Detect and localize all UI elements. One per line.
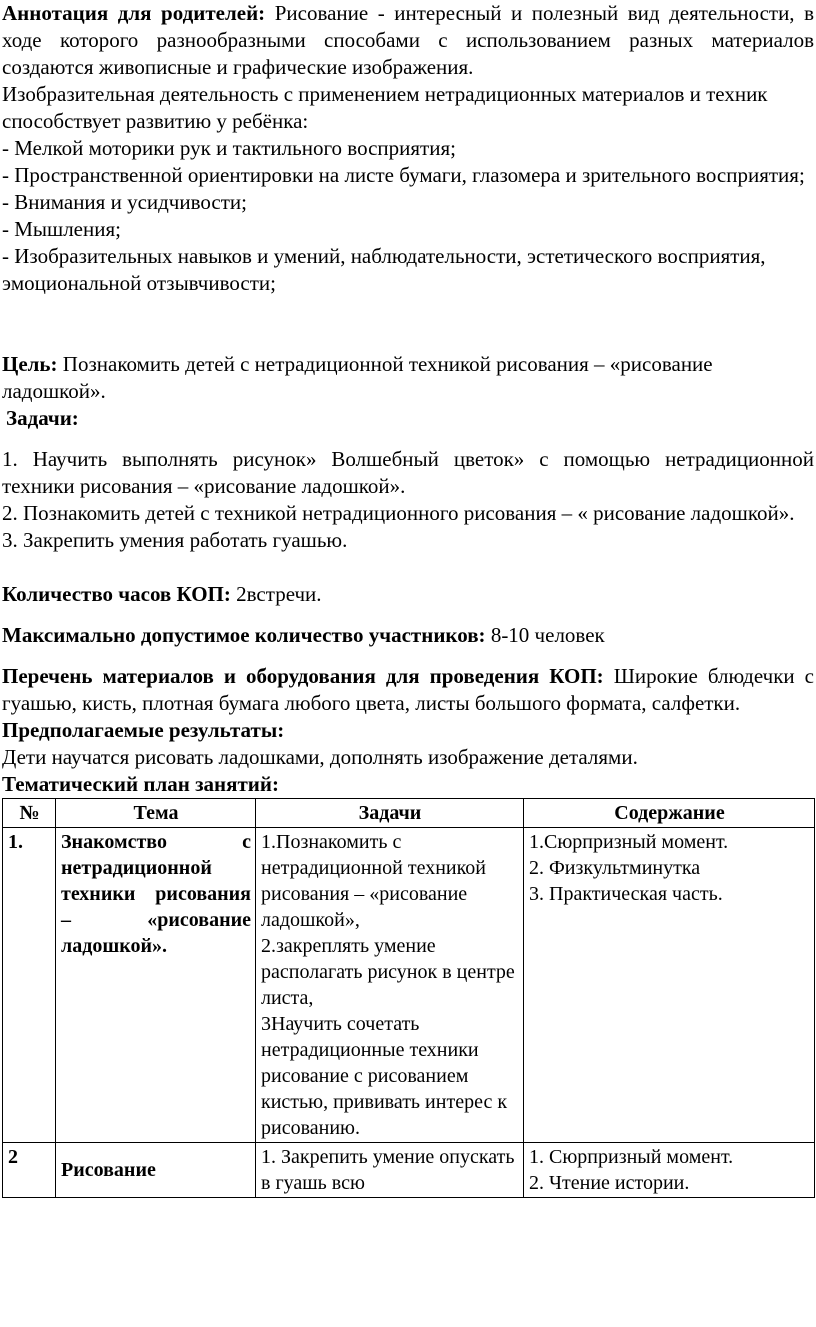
row-content-item: 3. Практическая часть. xyxy=(529,883,723,905)
header-tasks: Задачи xyxy=(256,799,524,828)
task-item: 2. Познакомить детей с техникой нетрадиционного рисования – « рисование ладошкой». xyxy=(2,501,795,525)
row-tasks xyxy=(256,1143,524,1198)
row-number: 1. xyxy=(3,828,56,1143)
max-participants-value: 8-10 человек xyxy=(490,623,605,647)
row-task-item: 2.закреплять умение располагать рисунок в центре листа, xyxy=(261,935,515,1009)
document-page xyxy=(2,0,814,1198)
goal-text: Познакомить детей с нетрадиционной техникой рисования – «рисование ладошкой». xyxy=(2,352,713,403)
tasks-label: Задачи: xyxy=(6,406,79,430)
row-content-item: 1.Сюрпризный момент. xyxy=(529,831,729,853)
row-task-item: 1. Закрепить умение опускать в гуашь всю xyxy=(261,1146,515,1194)
annotation-text: Рисование - интересный и полезный вид деятельности, в ходе которого разнообразными способами с использованием разных материалов создаются живописные и графические изображения. xyxy=(2,1,814,79)
max-participants-label: Максимально допустимое количество участников: xyxy=(2,623,486,647)
plan-heading xyxy=(2,771,814,798)
row-tasks xyxy=(256,828,524,1143)
hours-label: Количество часов КОП: xyxy=(2,582,231,606)
row-content-item: 2. Чтение истории. xyxy=(529,1172,690,1194)
table-row xyxy=(3,1143,815,1198)
row-content xyxy=(524,828,815,1143)
annotation-paragraph xyxy=(2,0,814,81)
row-theme: Знакомство с нетрадиционной техники рисования – «рисование ладошкой». xyxy=(56,828,256,1143)
header-content: Содержание xyxy=(524,799,815,828)
row-content-item: 1. Сюрпризный момент. xyxy=(529,1146,734,1168)
annotation-item: - Внимания и усидчивости; xyxy=(2,190,247,214)
goal-paragraph xyxy=(2,351,814,405)
annotation-intro: Изобразительная деятельность с применением нетрадиционных материалов и техник способствует развитию у ребёнка: xyxy=(2,82,768,133)
task-item: 1. Научить выполнять рисунок» Волшебный цветок» с помощью нетрадиционной техники рисования – «рисование ладошкой». xyxy=(2,447,814,498)
hours-paragraph xyxy=(2,581,814,608)
row-content-item: 2. Физкультминутка xyxy=(529,857,701,879)
materials-paragraph xyxy=(2,663,814,717)
header-number: № xyxy=(3,799,56,828)
results-heading xyxy=(2,717,814,744)
annotation-item: - Пространственной ориентировки на листе бумаги, глазомера и зрительного восприятия; xyxy=(2,163,805,187)
annotation-item: - Мелкой моторики рук и тактильного восприятия; xyxy=(2,136,456,160)
goal-label: Цель: xyxy=(2,352,58,376)
table-row xyxy=(3,828,815,1143)
tasks-heading xyxy=(2,405,814,432)
row-number: 2 xyxy=(3,1143,56,1198)
hours-value: 2встречи. xyxy=(236,582,322,606)
annotation-label: Аннотация для родителей: xyxy=(2,1,266,25)
row-task-item: 3Научить сочетать нетрадиционные техники рисование с рисованием кистью, прививать интерес к рисованию. xyxy=(261,1013,508,1139)
materials-label: Перечень материалов и оборудования для проведения КОП: xyxy=(2,664,604,688)
plan-table xyxy=(2,798,815,1198)
max-participants-paragraph xyxy=(2,622,814,649)
annotation-item: - Изобразительных навыков и умений, наблюдательности, эстетического восприятия, эмоциональной отзывчивости; xyxy=(2,244,766,295)
materials-text: Широкие блюдечки с гуашью, кисть, плотная бумага любого цвета, листы большого формата, салфетки. xyxy=(2,664,814,715)
header-theme: Тема xyxy=(56,799,256,828)
results-label: Предполагаемые результаты: xyxy=(2,718,285,742)
results-text: Дети научатся рисовать ладошками, дополнять изображение деталями. xyxy=(2,745,638,769)
annotation-item: - Мышления; xyxy=(2,217,121,241)
task-item: 3. Закрепить умения работать гуашью. xyxy=(2,528,348,552)
plan-label: Тематический план занятий: xyxy=(2,772,279,796)
row-theme: Рисование xyxy=(56,1143,256,1198)
row-content xyxy=(524,1143,815,1198)
row-task-item: 1.Познакомить с нетрадиционной техникой рисования – «рисование ладошкой», xyxy=(261,831,486,931)
table-header-row xyxy=(3,799,815,828)
